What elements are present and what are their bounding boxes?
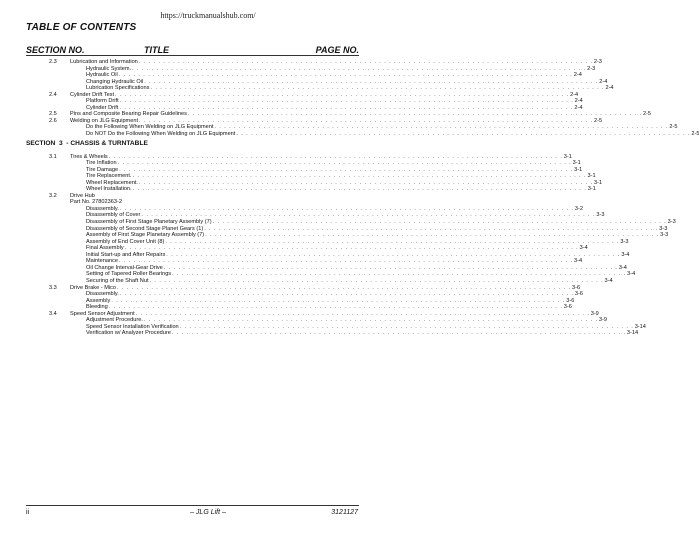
toc-section-number: 3.4 <box>49 310 57 317</box>
section-heading-row <box>0 138 416 151</box>
toc-section-number: 2.5 <box>49 111 57 118</box>
toc-entry-title: Cylinder Drift Test <box>70 91 115 98</box>
dot-leader: . . . . . . . . . . . . . . . . . . . . . . . . . . . . . . . . . . . . . . . . . . . . . . . . . . . . . . . . . . . . . . . . . . . . . . . . . . . . . . . . . . . . . . . . . . . . . <box>212 219 667 226</box>
dot-leader: . . . . . . . . . . . . . . . . . . . . . . . . . . . . . . . . . . . . . . . . . . . . . . . . . . . . . . . . . . . . . . . . . . . . . . . . . . . . . . . . . . . . . . . . . . . . . <box>166 251 621 258</box>
toc-entry-title: Platform Drift <box>86 98 119 105</box>
dot-leader: . . . . . . . . . . . . . . . . . . . . . . . . . . . . . . . . . . . . . . . . . . . . . . . . . . . . . . . . . . . . . . . . . . . . . . . . . . . . . . . . . . . . . . . . . . . . . <box>119 291 574 298</box>
dot-leader: . . . . . . . . . . . . . . . . . . . . . . . . . . . . . . . . . . . . . . . . . . . . . . . . . . . . . . . . . . . . . . . . . . . . . . . . . . . . . . . . . . . . . . . . . . . . . <box>204 225 659 232</box>
dot-leader: . . . . . . . . . . . . . . . . . . . . . . . . . . . . . . . . . . . . . . . . . . . . . . . . . . . . . . . . . . . . . . . . . . . . . . . . . . . . . . . . . . . . . . . . . . . . . <box>108 304 563 311</box>
toc-section-number: 2.6 <box>49 117 57 124</box>
toc-entry-page: 2-3 <box>587 65 596 72</box>
dot-leader: . . . . . . . . . . . . . . . . . . . . . . . . . . . . . . . . . . . . . . . . . . . . . . . . . . . . . . . . . . . . . . . . . . . . . . . . . . . . . . . . . . . . . . . . . . . . . <box>135 310 590 317</box>
toc-entry-title: Speed Sensor Installation Verification <box>86 323 179 330</box>
dot-leader: . . . . . . . . . . . . . . . . . . . . . . . . . . . . . . . . . . . . . . . . . . . . . . . . . . . . . . . . . . . . . . . . . . . . . . . . . . . . . . . . . . . . . . . . . . . . . <box>124 245 579 252</box>
toc-entry-title: Disassembly of Second Stage Planet Gears (1) <box>86 225 204 232</box>
column-header-section: SECTION NO. <box>26 45 85 55</box>
toc-entry-page: 3-4 <box>579 245 588 252</box>
dot-leader: . . . . . . . . . . . . . . . . . . . . . . . . . . . . . . . . . . . . . . . . . . . . . . . . . . . . . . . . . . . . . . . . . . . . . . . . . . . . . . . . . . . . . . . . . . . . . <box>119 98 574 105</box>
toc-entry-title: Hydraulic System. <box>86 65 132 72</box>
toc-entry-title: Securing of the Shaft Nut <box>86 277 149 284</box>
toc-entry-page: 3-2 <box>574 205 583 212</box>
toc-entry-title: Cylinder Drift <box>86 104 119 111</box>
toc-section-number: 2.3 <box>49 59 57 65</box>
toc-entry-page: 2-4 <box>570 91 579 98</box>
toc-entry-page: 2-5 <box>691 131 699 138</box>
toc-entry-page: 3-6 <box>566 297 575 304</box>
toc-entry-title: Welding on JLG Equipment <box>70 117 138 124</box>
dot-leader: . . . . . . . . . . . . . . . . . . . . . . . . . . . . . . . . . . . . . . . . . . . . . . . . . . . . . . . . . . . . . . . . . . . . . . . . . . . . . . . . . . . . . . . . . . . . . <box>119 166 574 173</box>
toc-section-number: 3.2 <box>49 192 57 199</box>
footer-page-number: ii <box>26 509 30 516</box>
dot-leader: . . . . . . . . . . . . . . . . . . . . . . . . . . . . . . . . . . . . . . . . . . . . . . . . . . . . . . . . . . . . . . . . . . . . . . . . . . . . . . . . . . . . . . . . . . . . . <box>187 111 642 118</box>
toc-entry-page: 2-4 <box>599 78 608 85</box>
dot-leader: . . . . . . . . . . . . . . . . . . . . . . . . . . . . . . . . . . . . . . . . . . . . . . . . . . . . . . . . . . . . . . . . . . . . . . . . . . . . . . . . . . . . . . . . . . . . . <box>144 78 599 85</box>
toc-entry-page: 3-1 <box>587 186 596 193</box>
toc-entry-title: Hydraulic Oil <box>86 72 118 79</box>
toc-entry-title: Drive Brake - Mico <box>70 284 117 291</box>
column-header-title: TITLE <box>144 45 169 55</box>
toc-entry-title: Tire Damage <box>86 166 119 173</box>
footer-brand: – JLG Lift – <box>190 509 226 516</box>
dot-leader: . . . . . . . . . . . . . . . . . . . . . . . . . . . . . . . . . . . . . . . . . . . . . . . . . . . . . . . . . . . . . . . . . . . . . . . . . . . . . . . . . . . . . . . . . . . . . <box>149 277 604 284</box>
toc-entry <box>0 330 639 337</box>
toc-entry-title: Disassembly. <box>86 205 119 212</box>
footer-doc-number: 3121127 <box>331 509 358 516</box>
toc-entry-title: Disassembly of Cover <box>86 212 141 219</box>
toc-entry-title: Assembly of End Cover Unit (8) <box>86 238 165 245</box>
toc-entry-page: 2-4 <box>573 72 582 79</box>
dot-leader: . . . . . . . . . . . . . . . . . . . . . . . . . . . . . . . . . . . . . . . . . . . . . . . . . . . . . . . . . . . . . . . . . . . . . . . . . . . . . . . . . . . . . . . . . . . . . <box>115 91 570 98</box>
dot-leader: . . . . . . . . . . . . . . . . . . . . . . . . . . . . . . . . . . . . . . . . . . . . . . . . . . . . . . . . . . . . . . . . . . . . . . . . . . . . . . . . . . . . . . . . . . . . . <box>205 232 660 239</box>
dot-leader: . . . . . . . . . . . . . . . . . . . . . . . . . . . . . . . . . . . . . . . . . . . . . . . . . . . . . . . . . . . . . . . . . . . . . . . . . . . . . . . . . . . . . . . . . . . . . <box>138 179 593 186</box>
dot-leader: . . . . . . . . . . . . . . . . . . . . . . . . . . . . . . . . . . . . . . . . . . . . . . . . . . . . . . . . . . . . . . . . . . . . . . . . . . . . . . . . . . . . . . . . . . . . . <box>132 173 587 180</box>
toc-entry-page: 3-3 <box>659 225 668 232</box>
toc-entry-title: Assembly <box>86 297 111 304</box>
dot-leader: . . . . . . . . . . . . . . . . . . . . . . . . . . . . . . . . . . . . . . . . . . . . . . . . . . . . . . . . . . . . . . . . . . . . . . . . . . . . . . . . . . . . . . . . . . . . . <box>150 85 605 92</box>
dot-leader: . . . . . . . . . . . . . . . . . . . . . . . . . . . . . . . . . . . . . . . . . . . . . . . . . . . . . . . . . . . . . . . . . . . . . . . . . . . . . . . . . . . . . . . . . . . . . <box>141 212 596 219</box>
toc-section-number: 3.3 <box>49 284 57 291</box>
toc-entry-page: 3-1 <box>563 153 572 160</box>
dot-leader: . . . . . . . . . . . . . . . . . . . . . . . . . . . . . . . . . . . . . . . . . . . . . . . . . . . . . . . . . . . . . . . . . . . . . . . . . . . . . . . . . . . . . . . . . . . . . <box>236 131 691 138</box>
dot-leader: . . . . . . . . . . . . . . . . . . . . . . . . . . . . . . . . . . . . . . . . . . . . . . . . . . . . . . . . . . . . . . . . . . . . . . . . . . . . . . . . . . . . . . . . . . . . . <box>139 117 594 124</box>
toc-entry-title: Maintenance <box>86 258 119 265</box>
toc-entry-page: 3-1 <box>572 160 581 167</box>
toc-section-number: 3.1 <box>49 153 57 160</box>
toc-entry-title: Verification w/ Analyzer Procedure <box>86 330 171 337</box>
dot-leader: . . . . . . . . . . . . . . . . . . . . . . . . . . . . . . . . . . . . . . . . . . . . . . . . . . . . . . . . . . . . . . . . . . . . . . . . . . . . . . . . . . . . . . . . . . . . . <box>214 124 669 131</box>
toc-entry-page: 3-14 <box>634 323 646 330</box>
toc-entry-title: Adjustment Procedure. <box>86 317 143 324</box>
dot-leader: . . . . . . . . . . . . . . . . . . . . . . . . . . . . . . . . . . . . . . . . . . . . . . . . . . . . . . . . . . . . . . . . . . . . . . . . . . . . . . . . . . . . . . . . . . . . . <box>165 238 620 245</box>
header-divider <box>26 55 359 56</box>
page-title: TABLE OF CONTENTS <box>26 22 137 33</box>
toc-entry-title: Setting of Tapered Roller Bearings <box>86 271 172 278</box>
toc-entry-page: 3-4 <box>621 251 630 258</box>
toc-entry-page: 2-5 <box>594 117 603 124</box>
toc-entry-page: 3-4 <box>618 264 627 271</box>
toc-entry-title: Changing Hydraulic Oil <box>86 78 144 85</box>
toc-entry-title: Tire Inflation <box>86 160 117 167</box>
dot-leader: . . . . . . . . . . . . . . . . . . . . . . . . . . . . . . . . . . . . . . . . . . . . . . . . . . . . . . . . . . . . . . . . . . . . . . . . . . . . . . . . . . . . . . . . . . . . . <box>163 264 618 271</box>
toc-entry-page: 3-3 <box>667 219 676 226</box>
toc-entry-title: Lubrication and Information <box>70 59 138 65</box>
toc-entry-page: 3-4 <box>574 258 583 265</box>
toc-entry-title: Wheel Replacement. <box>86 179 138 186</box>
dot-leader: . . . . . . . . . . . . . . . . . . . . . . . . . . . . . . . . . . . . . . . . . . . . . . . . . . . . . . . . . . . . . . . . . . . . . . . . . . . . . . . . . . . . . . . . . . . . . <box>172 271 627 278</box>
toc-entry-page: 2-5 <box>642 111 652 118</box>
toc-entry-page: 2-4 <box>605 85 614 92</box>
toc-entry-page: 3-3 <box>660 232 669 239</box>
dot-leader: . . . . . . . . . . . . . . . . . . . . . . . . . . . . . . . . . . . . . . . . . . . . . . . . . . . . . . . . . . . . . . . . . . . . . . . . . . . . . . . . . . . . . . . . . . . . . <box>119 258 574 265</box>
toc-entry-title: Tire Replacement. <box>86 173 132 180</box>
dot-leader: . . . . . . . . . . . . . . . . . . . . . . . . . . . . . . . . . . . . . . . . . . . . . . . . . . . . . . . . . . . . . . . . . . . . . . . . . . . . . . . . . . . . . . . . . . . . . <box>179 323 634 330</box>
column-header-page: PAGE NO. <box>315 45 359 55</box>
toc-entry-title: Oil Change Interval-Gear Drive <box>86 264 163 271</box>
toc-entry-title: Drive Hub <box>70 192 95 199</box>
dot-leader: . . . . . . . . . . . . . . . . . . . . . . . . . . . . . . . . . . . . . . . . . . . . . . . . . . . . . . . . . . . . . . . . . . . . . . . . . . . . . . . . . . . . . . . . . . . . . <box>171 330 626 337</box>
toc-entry-page: 3-1 <box>593 179 603 186</box>
toc-entry-title: Final Assembly <box>86 245 124 252</box>
toc-entry-page: 2-4 <box>574 104 583 111</box>
toc-section-number: 2.4 <box>49 91 57 98</box>
toc-list <box>0 59 699 337</box>
toc-entry-title: Do the Following When Welding on JLG Equipment <box>86 124 214 131</box>
toc-entry-page: 3-6 <box>572 284 581 291</box>
toc-entry-page: 3-1 <box>574 166 583 173</box>
toc-entry-page: 2-4 <box>574 98 583 105</box>
toc-entry-page: 3-9 <box>598 317 608 324</box>
dot-leader: . . . . . . . . . . . . . . . . . . . . . . . . . . . . . . . . . . . . . . . . . . . . . . . . . . . . . . . . . . . . . . . . . . . . . . . . . . . . . . . . . . . . . . . . . . . . . <box>117 160 572 167</box>
toc-entry-title: Disassembly. <box>86 291 119 298</box>
dot-leader: . . . . . . . . . . . . . . . . . . . . . . . . . . . . . . . . . . . . . . . . . . . . . . . . . . . . . . . . . . . . . . . . . . . . . . . . . . . . . . . . . . . . . . . . . . . . . <box>108 153 563 160</box>
toc-entry-page: 3-3 <box>596 212 605 219</box>
toc-entry-title: Wheel Installation. <box>86 186 132 193</box>
dot-leader: . . . . . . . . . . . . . . . . . . . . . . . . . . . . . . . . . . . . . . . . . . . . . . . . . . . . . . . . . . . . . . . . . . . . . . . . . . . . . . . . . . . . . . . . . . . . . <box>138 59 593 65</box>
dot-leader: . . . . . . . . . . . . . . . . . . . . . . . . . . . . . . . . . . . . . . . . . . . . . . . . . . . . . . . . . . . . . . . . . . . . . . . . . . . . . . . . . . . . . . . . . . . . . <box>119 205 574 212</box>
dot-leader: . . . . . . . . . . . . . . . . . . . . . . . . . . . . . . . . . . . . . . . . . . . . . . . . . . . . . . . . . . . . . . . . . . . . . . . . . . . . . . . . . . . . . . . . . . . . . <box>117 284 572 291</box>
toc-entry-page: 3-4 <box>627 271 636 278</box>
toc-entry-title: Part No. 27802363-2 <box>70 199 122 206</box>
toc-entry-title: Bleeding <box>86 304 108 311</box>
toc-entry-title: Initial Start-up and After Repairs <box>86 251 166 258</box>
dot-leader: . . . . . . . . . . . . . . . . . . . . . . . . . . . . . . . . . . . . . . . . . . . . . . . . . . . . . . . . . . . . . . . . . . . . . . . . . . . . . . . . . . . . . . . . . . . . . <box>119 104 574 111</box>
toc-entry-page: 3-14 <box>626 330 639 337</box>
toc-entry-page: 3-4 <box>604 277 613 284</box>
dot-leader: . . . . . . . . . . . . . . . . . . . . . . . . . . . . . . . . . . . . . . . . . . . . . . . . . . . . . . . . . . . . . . . . . . . . . . . . . . . . . . . . . . . . . . . . . . . . . <box>118 72 573 79</box>
toc-entry-page: 2-3 <box>593 59 602 65</box>
toc-entry-title: Tires & Wheels <box>70 153 108 160</box>
toc-entry-title: Lubrication Specifications <box>86 85 150 92</box>
toc-entry-page: 3-1 <box>587 173 596 180</box>
toc-entry-title: Assembly of First Stage Planetary Assembly (7) <box>86 232 205 239</box>
source-url: https://truckmanualshub.com/ <box>160 11 256 20</box>
toc-entry-page: 3-6 <box>574 291 583 298</box>
toc-entry-page: 2-5 <box>669 124 678 131</box>
toc-entry-page: 3-6 <box>563 304 572 311</box>
footer-divider <box>26 505 359 506</box>
toc-entry-title: Disassembly of First Stage Planetary Assembly (7) <box>86 219 212 226</box>
toc-entry-page: 3-3 <box>620 238 629 245</box>
dot-leader: . . . . . . . . . . . . . . . . . . . . . . . . . . . . . . . . . . . . . . . . . . . . . . . . . . . . . . . . . . . . . . . . . . . . . . . . . . . . . . . . . . . . . . . . . . . . . <box>132 65 587 72</box>
toc-entry-title: Do NOT Do the Following When Welding on JLG Equipment <box>86 131 236 138</box>
dot-leader: . . . . . . . . . . . . . . . . . . . . . . . . . . . . . . . . . . . . . . . . . . . . . . . . . . . . . . . . . . . . . . . . . . . . . . . . . . . . . . . . . . . . . . . . . . . . . <box>132 186 587 193</box>
toc-entry-title: Pins and Composite Bearing Repair Guidelines <box>70 111 187 118</box>
toc-entry-page: 3-9 <box>590 310 599 317</box>
dot-leader: . . . . . . . . . . . . . . . . . . . . . . . . . . . . . . . . . . . . . . . . . . . . . . . . . . . . . . . . . . . . . . . . . . . . . . . . . . . . . . . . . . . . . . . . . . . . . <box>143 317 598 324</box>
section-heading: SECTION 3 - CHASSIS & TURNTABLE <box>26 139 148 147</box>
dot-leader: . . . . . . . . . . . . . . . . . . . . . . . . . . . . . . . . . . . . . . . . . . . . . . . . . . . . . . . . . . . . . . . . . . . . . . . . . . . . . . . . . . . . . . . . . . . . . <box>111 297 566 304</box>
toc-entry-title: Speed Sensor Adjustment <box>70 310 135 317</box>
